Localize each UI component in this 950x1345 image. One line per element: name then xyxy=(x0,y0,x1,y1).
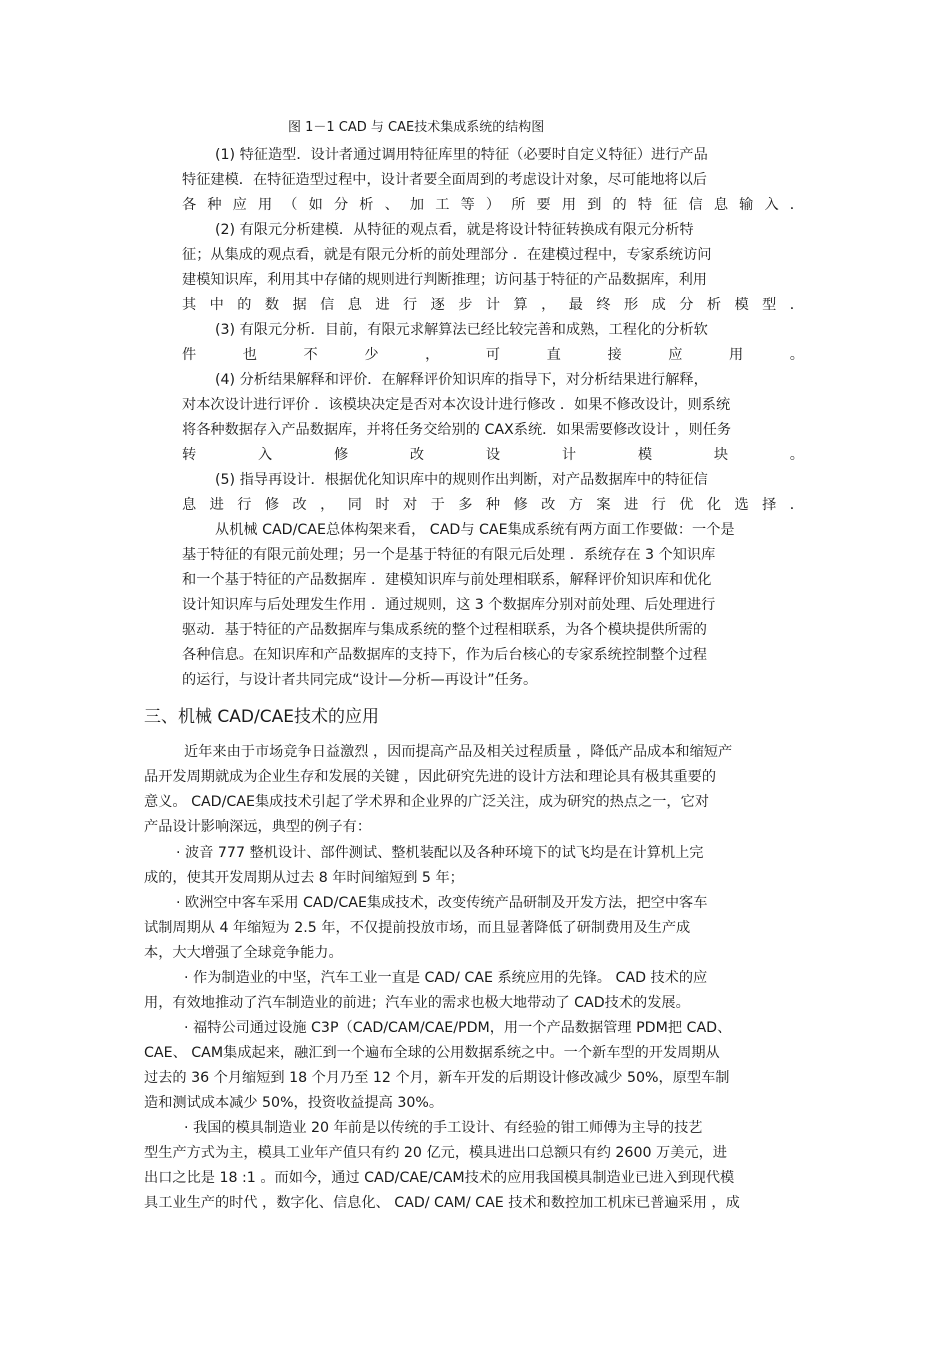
bullet-line: · 作为制造业的中坚，汽车工业一直是 CAD/ CAE 系统应用的先锋。 CAD 技术的应 xyxy=(184,970,708,986)
paragraph-line: (5) 指导再设计．根据优化知识库中的规则作出判断，对产品数据库中的特征信 xyxy=(215,472,708,488)
paragraph-line: 驱动．基于特征的产品数据库与集成系统的整个过程相联系，为各个模块提供所需的 xyxy=(182,622,707,638)
paragraph-line: 意义。 CAD/CAE集成技术引起了学术界和企业界的广泛关注，成为研究的热点之一，它对 xyxy=(144,794,709,810)
paragraph-line: 建模知识库，利用其中存储的规则进行判断推理；访问基于特征的产品数据库，利用 xyxy=(182,272,707,288)
paragraph-line: 型生产方式为主，模具工业年产值只有约 20 亿元，模具进出口总额只有约 2600 万美元，进 xyxy=(144,1145,727,1161)
paragraph-line: 具工业生产的时代 ，数字化、信息化、 CAD/ CAM/ CAE 技术和数控加工机床已普遍采用 ，成 xyxy=(144,1195,740,1211)
paragraph-line: 本，大大增强了全球竞争能力。 xyxy=(144,945,343,961)
paragraph-line: 对本次设计进行评价 ．该模块决定是否对本次设计进行修改 ．如果不修改设计，则系统 xyxy=(182,397,731,413)
paragraph-line: 设计知识库与后处理发生作用 ．通过规则，这 3 个数据库分别对前处理、后处理进行 xyxy=(182,597,716,613)
paragraph-line: 转入修改设计模块。 xyxy=(182,447,804,463)
paragraph-line: 的运行，与设计者共同完成“设计—分析—再设计”任务。 xyxy=(182,672,538,688)
figure-caption: 图 1－1 CAD 与 CAE技术集成系统的结构图 xyxy=(288,120,545,135)
paragraph-line: 其中的数据信息进行逐步计算，最终形成分析模型． xyxy=(182,297,804,313)
bullet-line: · 福特公司通过设施 C3P（CAD/CAM/CAE/PDM，用一个产品数据管理 PDM把 CAD、 xyxy=(184,1020,732,1036)
paragraph-line: 用，有效地推动了汽车制造业的前进；汽车业的需求也极大地带动了 CAD技术的发展。 xyxy=(144,995,690,1011)
paragraph-line: 基于特征的有限元前处理；另一个是基于特征的有限元后处理 ．系统存在 3 个知识库 xyxy=(182,547,716,563)
paragraph-line: 造和测试成本减少 50%，投资收益提高 30%。 xyxy=(144,1095,444,1111)
paragraph-line: 成的，使其开发周期从过去 8 年时间缩短到 5 年； xyxy=(144,870,464,886)
paragraph-line: 和一个基于特征的产品数据库 ．建模知识库与前处理相联系，解释评价知识库和优化 xyxy=(182,572,712,588)
bullet-line: · 波音 777 整机设计、部件测试、整机装配以及各种环境下的试飞均是在计算机上完 xyxy=(176,845,704,861)
paragraph-line: 品开发周期就成为企业生存和发展的关键 ，因此研究先进的设计方法和理论具有极其重要的 xyxy=(144,769,717,785)
paragraph-line: 近年来由于市场竞争日益激烈 ，因而提高产品及相关过程质量 ，降低产品成本和缩短产 xyxy=(184,744,733,760)
paragraph-line: 从机械 CAD/CAE总体构架来看， CAD与 CAE集成系统有两方面工作要做：一个是 xyxy=(215,522,735,538)
paragraph-line: 息进行修改，同时对于多种修改方案进行优化选择． xyxy=(182,497,804,513)
paragraph-line: CAE、 CAM集成起来，融汇到一个遍布全球的公用数据系统之中。一个新车型的开发周期从 xyxy=(144,1045,720,1061)
paragraph-line: (1) 特征造型．设计者通过调用特征库里的特征（必要时自定义特征）进行产品 xyxy=(215,147,708,163)
paragraph-line: 将各种数据存入产品数据库，并将任务交给别的 CAX系统．如果需要修改设计 ，则任务 xyxy=(182,422,732,438)
paragraph-line: 各种应用（如分析、加工等）所要用到的特征信息输入． xyxy=(182,197,804,213)
paragraph-line: 各种信息。在知识库和产品数据库的支持下，作为后台核心的专家系统控制整个过程 xyxy=(182,647,707,663)
paragraph-line: 件也不少，可直接应用。 xyxy=(182,347,804,363)
bullet-line: · 我国的模具制造业 20 年前是以传统的手工设计、有经验的钳工师傅为主导的技艺 xyxy=(184,1120,703,1136)
paragraph-line: 特征建模．在特征造型过程中，设计者要全面周到的考虑设计对象，尽可能地将以后 xyxy=(182,172,707,188)
section-heading: 三、机械 CAD/CAE技术的应用 xyxy=(144,707,379,727)
paragraph-line: 出口之比是 18 :1 。而如今，通过 CAD/CAE/CAM技术的应用我国模具制造业已进入到现代模 xyxy=(144,1170,735,1186)
paragraph-line: 试制周期从 4 年缩短为 2.5 年，不仅提前投放市场，而且显著降低了研制费用及生产成 xyxy=(144,920,691,936)
paragraph-line: (2) 有限元分析建模．从特征的观点看，就是将设计特征转换成有限元分析特 xyxy=(215,222,694,238)
bullet-line: · 欧洲空中客车采用 CAD/CAE集成技术，改变传统产品研制及开发方法，把空中客车 xyxy=(176,895,708,911)
paragraph-line: (3) 有限元分析．目前，有限元求解算法已经比较完善和成熟，工程化的分析软 xyxy=(215,322,708,338)
paragraph-line: (4) 分析结果解释和评价．在解释评价知识库的指导下，对分析结果进行解释， xyxy=(215,372,708,388)
paragraph-line: 产品设计影响深远，典型的例子有： xyxy=(144,819,372,835)
paragraph-line: 征；从集成的观点看，就是有限元分析的前处理部分 ．在建模过程中，专家系统访问 xyxy=(182,247,712,263)
paragraph-line: 过去的 36 个月缩短到 18 个月乃至 12 个月，新车开发的后期设计修改减少 50%，原型车制 xyxy=(144,1070,730,1086)
